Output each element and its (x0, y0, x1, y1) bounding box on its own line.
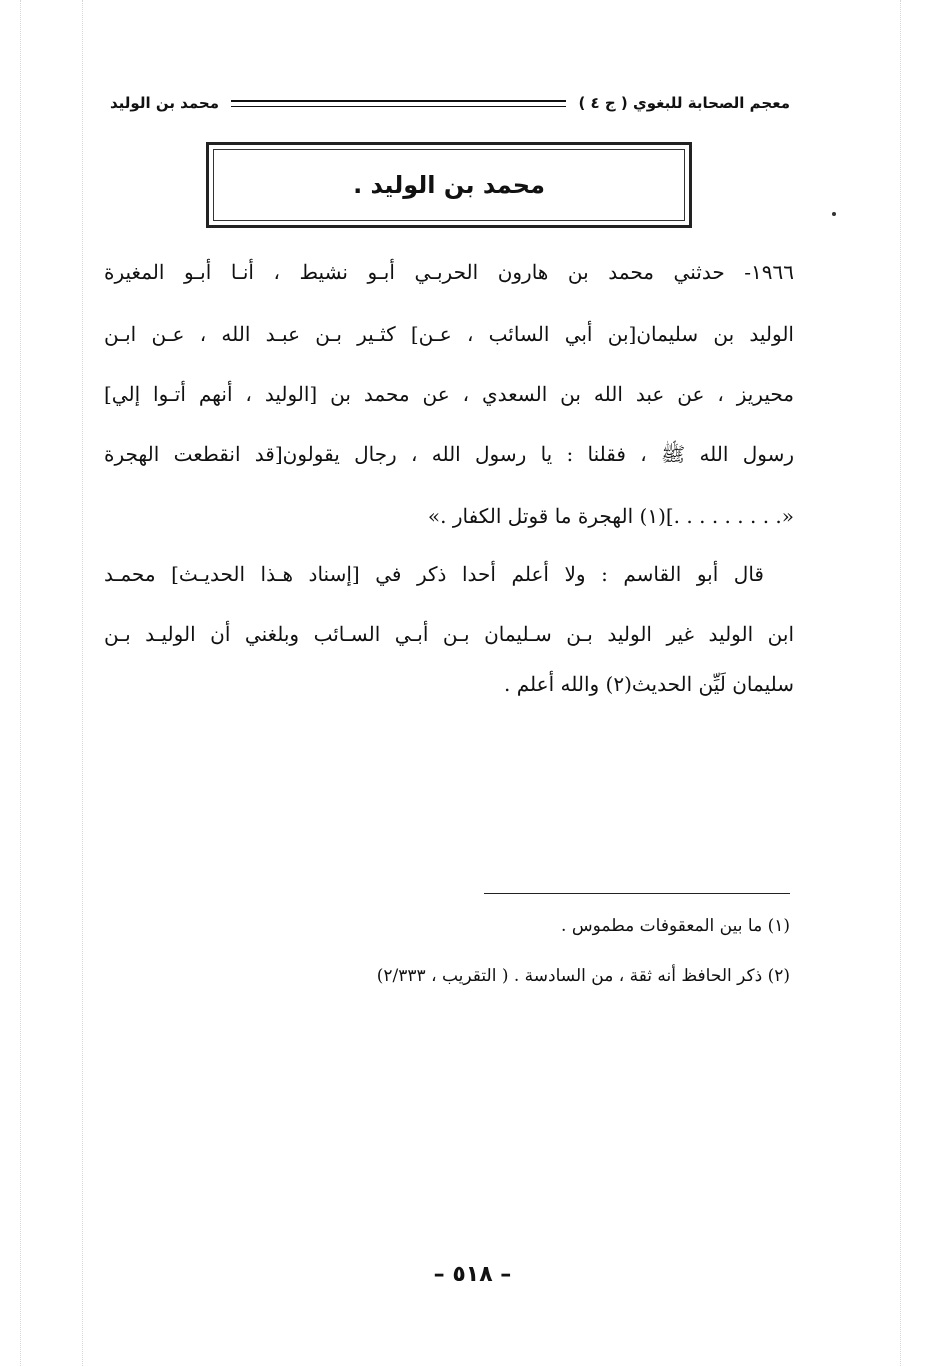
entry-title-box (206, 142, 692, 228)
entry-title: محمد بن الوليد . (353, 171, 545, 199)
hadith-line: ١٩٦٦- حدثني محمد بن هارون الحربـي أبـو نشيط ، أنـا أبـو المغيرة (104, 260, 794, 284)
hadith-line: رسول الله ﷺ ، فقلنا : يا رسول الله ، رجال يقولون[قد انقطعت الهجرة (104, 442, 795, 466)
hadith-line: «. . . . . . . . .](١) الهجرة ما قوتل الكفار .» (427, 504, 794, 528)
hadith-line: الوليد بن سليمان[بن أبي السائب ، عـن] كثـير بـن عبـد الله ، عـن ابـن (104, 322, 794, 346)
page-number: – ٥١٨ – (433, 1262, 512, 1287)
commentary-line: ابن الوليد غير الوليد بـن سـليمان بـن أبـي السـائب وبلغني أن الوليـد بـن (104, 622, 794, 646)
running-head-entry: محمد بن الوليد (110, 94, 219, 112)
scan-artifact (82, 0, 83, 1366)
scan-dot (832, 212, 836, 216)
footnote-2: (٢) ذكر الحافظ أنه ثقة ، من السادسة . ( التقريب ، ٢/٣٣٣) (376, 966, 790, 986)
commentary-line: قال أبو القاسم : ولا أعلم أحدا ذكر في [إسناد هـذا الحديـث] محمـد (104, 562, 764, 586)
footnote-1: (١) ما بين المعقوفات مطموس . (561, 916, 790, 936)
running-head (110, 88, 790, 118)
running-head-book: معجم الصحابة للبغوي ( ج ٤ ) (578, 94, 790, 112)
footnote-separator (484, 893, 790, 894)
commentary-line: سليمان لَيِّن الحديث(٢) والله أعلم . (504, 672, 794, 696)
hadith-line: محيريز ، عن عبد الله بن السعدي ، عن محمد بن [الوليد ، أنهم أتـوا إلي] (104, 382, 794, 406)
running-head-rule (231, 100, 566, 107)
scan-artifact (900, 0, 901, 1366)
scan-artifact (20, 0, 21, 1366)
entry-title-frame (213, 149, 685, 221)
